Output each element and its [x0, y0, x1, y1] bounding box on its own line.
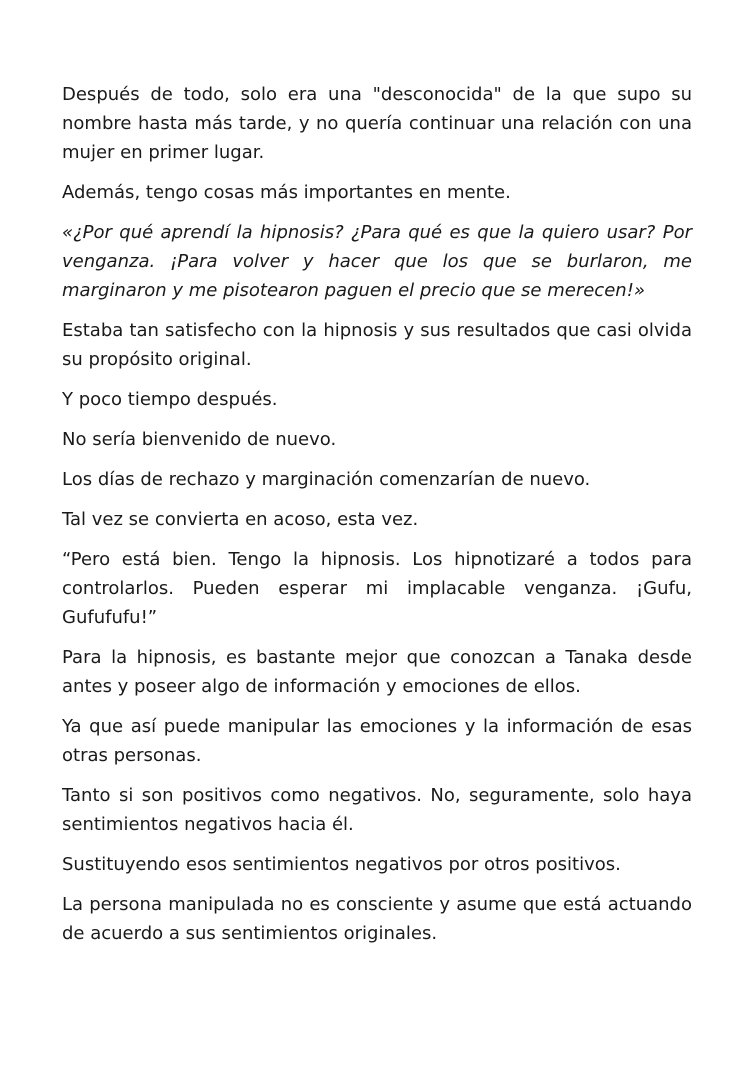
paragraph-quote: «¿Por qué aprendí la hipnosis? ¿Para qué es que la quiero usar? Por venganza. ¡Para volver y hacer que los que se burlaron, me marginaron y me pisotearon paguen el precio que se merecen!» [62, 222, 692, 301]
paragraph-dialogue: “Pero está bien. Tengo la hipnosis. Los hipnotizaré a todos para controlarlos. Pueden esperar mi implacable venganza. ¡Gufu, Gufufufu!” [62, 549, 692, 628]
document-page [62, 80, 692, 959]
paragraph: Estaba tan satisfecho con la hipnosis y sus resultados que casi olvida su propósito original. [62, 320, 692, 370]
paragraph: Después de todo, solo era una "desconocida" de la que supo su nombre hasta más tarde, y no quería continuar una relación con una mujer en primer lugar. [62, 84, 692, 163]
paragraph: Sustituyendo esos sentimientos negativos por otros positivos. [62, 854, 621, 875]
paragraph: Los días de rechazo y marginación comenzarían de nuevo. [62, 469, 591, 490]
paragraph: Tal vez se convierta en acoso, esta vez. [62, 509, 419, 530]
paragraph: Ya que así puede manipular las emociones y la información de esas otras personas. [62, 716, 692, 766]
paragraph: No sería bienvenido de nuevo. [62, 429, 337, 450]
paragraph: Y poco tiempo después. [62, 389, 278, 410]
paragraph: Además, tengo cosas más importantes en mente. [62, 182, 511, 203]
paragraph: Para la hipnosis, es bastante mejor que conozcan a Tanaka desde antes y poseer algo de información y emociones de ellos. [62, 647, 692, 697]
paragraph: La persona manipulada no es consciente y asume que está actuando de acuerdo a sus sentimientos originales. [62, 894, 692, 944]
paragraph: Tanto si son positivos como negativos. No, seguramente, solo haya sentimientos negativos hacia él. [62, 785, 692, 835]
